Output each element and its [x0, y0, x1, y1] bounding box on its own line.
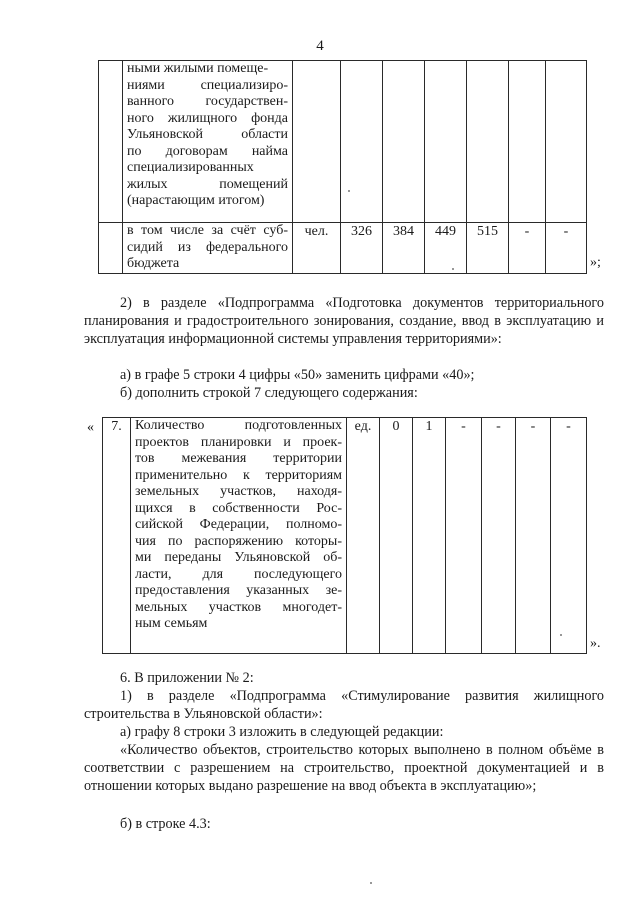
desc-line: ным семьям	[135, 616, 208, 631]
value-cell: 449	[425, 223, 467, 274]
value-cell: 0	[380, 418, 413, 654]
table2-open-quote: «	[87, 420, 94, 435]
paragraph-item-b2: б) в строке 4.3:	[120, 816, 211, 832]
paragraph-quote-text: «Количество объектов, строительство которых выполнено в полном объёме в соответствии с разрешением на строительство, проектной документацией и в отношении которых выдано разрешение на ввод объекта в эксплуатацию»;	[84, 742, 604, 794]
scan-speck	[370, 882, 372, 884]
desc-line: специализированных	[127, 160, 254, 175]
table-continuation	[98, 60, 587, 274]
table-row	[99, 223, 587, 274]
desc-line: по договорам найма	[127, 143, 288, 159]
page-number: 4	[316, 38, 324, 54]
desc-line: щихся в собственности Рос-	[135, 500, 342, 516]
scan-speck	[560, 634, 562, 636]
paragraph-appendix-2: 6. В приложении № 2:	[120, 670, 254, 686]
table-row	[103, 418, 587, 654]
row-description	[123, 61, 293, 223]
unit-cell: чел.	[293, 223, 341, 274]
desc-line: ми переданы Ульяновской об-	[135, 550, 342, 565]
paragraph-section-2: 2) в разделе «Подпрограмма «Подготовка документов территориального планирования и градостроительного зонирования, создание, ввод в эксплуатацию и эксплуатация информационной системы управления территориями»:	[84, 295, 604, 347]
desc-line: чия по распоряжению которы-	[135, 533, 342, 549]
desc-line: проектов планировки и проек-	[135, 434, 342, 450]
value-cell: 326	[341, 223, 383, 274]
desc-line: ными жилыми помеще-	[127, 61, 269, 76]
desc-line: ного жилищного фонда	[127, 110, 288, 126]
table-row7	[102, 417, 587, 654]
value-cell: 1	[413, 418, 446, 654]
paragraph-item-a: а) в графе 5 строки 4 цифры «50» заменить цифрами «40»;	[120, 367, 475, 383]
value-cell: -	[551, 418, 587, 654]
desc-line: Ульяновской области	[127, 127, 288, 142]
paragraph-item-b: б) дополнить строкой 7 следующего содержания:	[120, 385, 418, 401]
value-cell: -	[446, 418, 482, 654]
unit-cell: ед.	[347, 418, 380, 654]
value-cell: -	[482, 418, 516, 654]
paragraph-item-a2: а) графу 8 строки 3 изложить в следующей редакции:	[120, 724, 444, 740]
scan-speck	[452, 268, 454, 270]
value-cell: 384	[383, 223, 425, 274]
desc-line: тов межевания территории	[135, 451, 342, 466]
row-number: 7.	[103, 418, 131, 654]
value-cell: -	[509, 223, 546, 274]
desc-line: Количество подготовленных	[135, 418, 342, 433]
table2-close-quote: ».	[590, 636, 601, 651]
desc-line: применительно к территориям	[135, 467, 342, 483]
value-cell: 515	[467, 223, 509, 274]
desc-line: ванного государствен-	[127, 94, 288, 109]
row-description	[131, 418, 347, 654]
paragraph-subprogram: 1) в разделе «Подпрограмма «Стимулирование развития жилищного строительства в Ульяновской области»:	[84, 688, 604, 722]
desc-line: мельных участков многодет-	[135, 599, 342, 615]
desc-line: в том числе за счёт суб-	[127, 223, 288, 238]
desc-line: ниями специализиро-	[127, 77, 288, 93]
table-row	[99, 61, 587, 223]
table1-close-quote: »;	[590, 255, 601, 270]
value-cell: -	[546, 223, 587, 274]
desc-line: предоставления указанных зе-	[135, 583, 342, 598]
scan-speck	[348, 190, 350, 192]
desc-line: ласти, для последующего	[135, 566, 342, 582]
row-description	[123, 223, 293, 274]
desc-line: земельных участков, находя-	[135, 484, 342, 499]
desc-line: сийской Федерации, полномо-	[135, 517, 342, 532]
desc-line: сидий из федерального	[127, 239, 288, 255]
desc-line: бюджета	[127, 256, 180, 271]
value-cell: -	[516, 418, 551, 654]
desc-line: жилых помещений	[127, 176, 288, 192]
desc-line: (нарастающим итогом)	[127, 193, 265, 208]
